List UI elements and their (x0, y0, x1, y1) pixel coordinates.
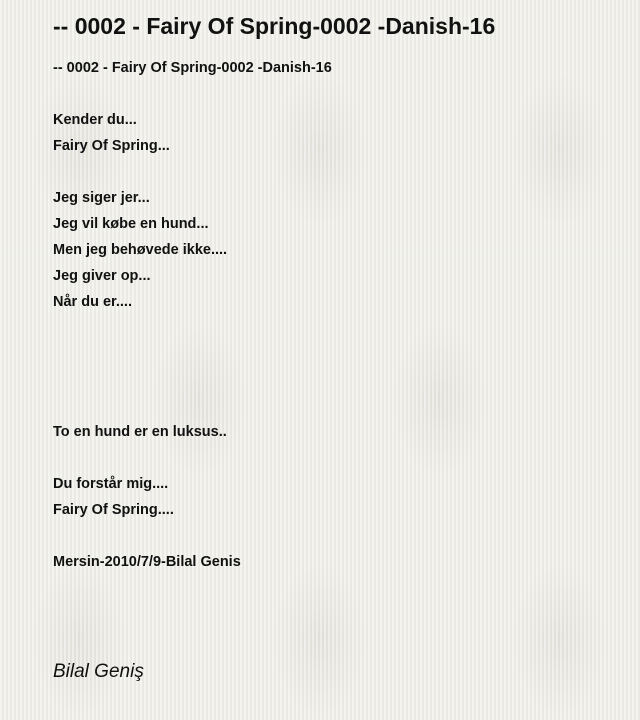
poem-line: Når du er.... (53, 294, 132, 310)
poem-body (53, 55, 613, 575)
stanza-break (53, 445, 613, 471)
poem-line: Fairy Of Spring... (53, 138, 170, 154)
stanza-break (53, 523, 613, 549)
stanza-break (53, 315, 613, 393)
poem-line: Men jeg behøvede ikke.... (53, 242, 228, 258)
page-title: -- 0002 - Fairy Of Spring-0002 -Danish-16 (53, 13, 496, 39)
author-name: Bilal Geniş (53, 661, 144, 682)
poem-line: To en hund er en luksus.. (53, 424, 227, 440)
stanza-break (53, 81, 613, 107)
poem-line: Jeg vil købe en hund... (53, 216, 209, 232)
poem-signature-line: Mersin-2010/7/9-Bilal Genis (53, 554, 241, 570)
poem-line: Jeg siger jer... (53, 190, 150, 206)
stanza-break (53, 159, 613, 185)
poem-heading: -- 0002 - Fairy Of Spring-0002 -Danish-16 (53, 60, 332, 76)
stanza-break (53, 393, 613, 419)
poem-line: Du forstår mig.... (53, 476, 169, 492)
poem-line: Jeg giver op... (53, 268, 151, 284)
poem-line: Fairy Of Spring.... (53, 502, 174, 518)
poem-line: Kender du... (53, 112, 137, 128)
